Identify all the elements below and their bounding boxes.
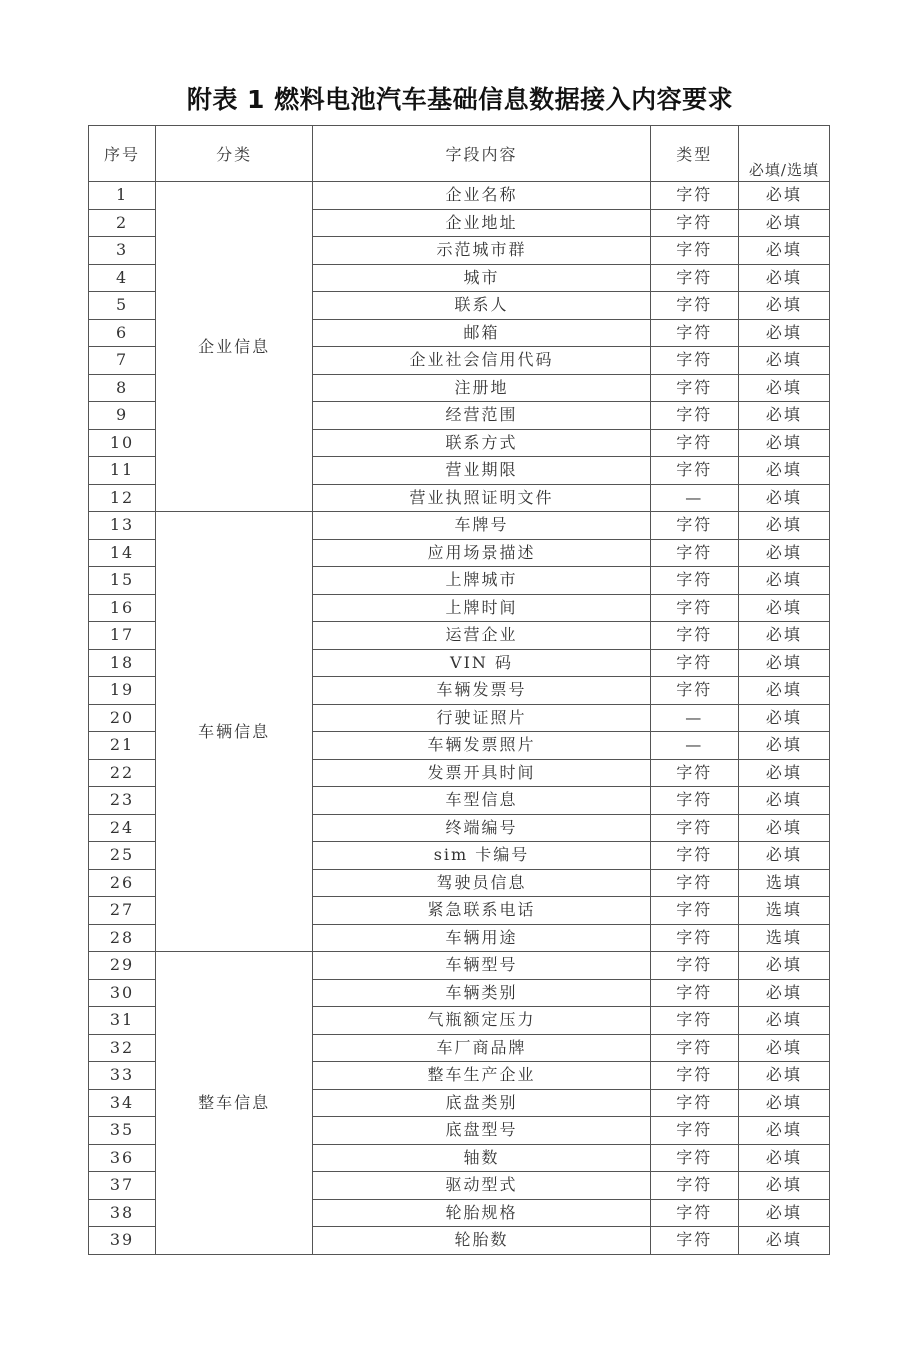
required-flag: 必填 [738, 1227, 829, 1255]
field-type: 字符 [650, 457, 738, 485]
header-index: 序号 [89, 126, 156, 182]
field-type: 字符 [650, 594, 738, 622]
row-index: 27 [89, 897, 156, 925]
required-flag: 必填 [738, 264, 829, 292]
field-type: 字符 [650, 649, 738, 677]
required-flag: 必填 [738, 402, 829, 430]
field-type: 字符 [650, 567, 738, 595]
required-flag: 必填 [738, 1007, 829, 1035]
row-index: 30 [89, 979, 156, 1007]
row-index: 12 [89, 484, 156, 512]
row-index: 16 [89, 594, 156, 622]
field-name: 紧急联系电话 [313, 897, 650, 925]
field-type: 字符 [650, 759, 738, 787]
row-index: 20 [89, 704, 156, 732]
required-flag: 必填 [738, 677, 829, 705]
table-row [89, 182, 830, 210]
table-row [89, 952, 830, 980]
category-cell: 整车信息 [156, 952, 313, 1255]
required-flag: 必填 [738, 567, 829, 595]
header-field: 字段内容 [313, 126, 650, 182]
field-type: 字符 [650, 1117, 738, 1145]
data-requirements-table [88, 125, 830, 1255]
header-required: 必填/选填 [738, 126, 829, 182]
row-index: 18 [89, 649, 156, 677]
field-name: 上牌城市 [313, 567, 650, 595]
field-type: — [650, 704, 738, 732]
field-type: 字符 [650, 979, 738, 1007]
required-flag: 选填 [738, 924, 829, 952]
required-flag: 必填 [738, 622, 829, 650]
row-index: 21 [89, 732, 156, 760]
required-flag: 必填 [738, 759, 829, 787]
field-type: 字符 [650, 1089, 738, 1117]
row-index: 39 [89, 1227, 156, 1255]
row-index: 13 [89, 512, 156, 540]
field-name: 底盘型号 [313, 1117, 650, 1145]
field-name: 车辆用途 [313, 924, 650, 952]
required-flag: 必填 [738, 594, 829, 622]
field-name: 注册地 [313, 374, 650, 402]
row-index: 35 [89, 1117, 156, 1145]
field-name: 轴数 [313, 1144, 650, 1172]
row-index: 5 [89, 292, 156, 320]
row-index: 28 [89, 924, 156, 952]
field-name: 企业社会信用代码 [313, 347, 650, 375]
field-type: 字符 [650, 402, 738, 430]
row-index: 32 [89, 1034, 156, 1062]
field-name: 示范城市群 [313, 237, 650, 265]
field-type: 字符 [650, 374, 738, 402]
field-type: 字符 [650, 869, 738, 897]
field-name: 车型信息 [313, 787, 650, 815]
field-type: 字符 [650, 1007, 738, 1035]
row-index: 25 [89, 842, 156, 870]
row-index: 23 [89, 787, 156, 815]
row-index: 3 [89, 237, 156, 265]
required-flag: 选填 [738, 897, 829, 925]
required-flag: 必填 [738, 814, 829, 842]
field-name: 邮箱 [313, 319, 650, 347]
field-type: 字符 [650, 897, 738, 925]
field-type: 字符 [650, 1227, 738, 1255]
field-type: — [650, 484, 738, 512]
row-index: 31 [89, 1007, 156, 1035]
header-category: 分类 [156, 126, 313, 182]
field-name: sim 卡编号 [313, 842, 650, 870]
required-flag: 必填 [738, 292, 829, 320]
field-name: 发票开具时间 [313, 759, 650, 787]
required-flag: 必填 [738, 704, 829, 732]
row-index: 4 [89, 264, 156, 292]
field-type: 字符 [650, 429, 738, 457]
field-type: 字符 [650, 952, 738, 980]
field-name: 车辆型号 [313, 952, 650, 980]
row-index: 11 [89, 457, 156, 485]
field-type: 字符 [650, 787, 738, 815]
required-flag: 必填 [738, 1172, 829, 1200]
document-title: 附表 1 燃料电池汽车基础信息数据接入内容要求 [186, 85, 734, 114]
category-cell: 车辆信息 [156, 512, 313, 952]
row-index: 22 [89, 759, 156, 787]
field-name: 底盘类别 [313, 1089, 650, 1117]
row-index: 33 [89, 1062, 156, 1090]
required-flag: 必填 [738, 347, 829, 375]
table-body [89, 182, 830, 1255]
required-flag: 必填 [738, 429, 829, 457]
field-name: 企业名称 [313, 182, 650, 210]
field-name: 终端编号 [313, 814, 650, 842]
row-index: 38 [89, 1199, 156, 1227]
row-index: 37 [89, 1172, 156, 1200]
field-name: 轮胎规格 [313, 1199, 650, 1227]
field-name: 整车生产企业 [313, 1062, 650, 1090]
field-type: 字符 [650, 842, 738, 870]
required-flag: 选填 [738, 869, 829, 897]
field-name: VIN 码 [313, 649, 650, 677]
row-index: 17 [89, 622, 156, 650]
field-name: 轮胎数 [313, 1227, 650, 1255]
field-type: 字符 [650, 924, 738, 952]
required-flag: 必填 [738, 1199, 829, 1227]
field-name: 车辆发票照片 [313, 732, 650, 760]
row-index: 24 [89, 814, 156, 842]
field-type: 字符 [650, 1062, 738, 1090]
field-name: 驾驶员信息 [313, 869, 650, 897]
required-flag: 必填 [738, 952, 829, 980]
required-flag: 必填 [738, 539, 829, 567]
required-flag: 必填 [738, 1144, 829, 1172]
table-row [89, 512, 830, 540]
field-name: 经营范围 [313, 402, 650, 430]
field-type: — [650, 732, 738, 760]
field-type: 字符 [650, 1199, 738, 1227]
field-name: 行驶证照片 [313, 704, 650, 732]
required-flag: 必填 [738, 649, 829, 677]
field-type: 字符 [650, 1172, 738, 1200]
field-type: 字符 [650, 1034, 738, 1062]
field-name: 气瓶额定压力 [313, 1007, 650, 1035]
required-flag: 必填 [738, 237, 829, 265]
field-name: 驱动型式 [313, 1172, 650, 1200]
required-flag: 必填 [738, 1034, 829, 1062]
required-flag: 必填 [738, 457, 829, 485]
row-index: 14 [89, 539, 156, 567]
field-name: 应用场景描述 [313, 539, 650, 567]
field-type: 字符 [650, 292, 738, 320]
field-name: 城市 [313, 264, 650, 292]
row-index: 8 [89, 374, 156, 402]
required-flag: 必填 [738, 732, 829, 760]
field-type: 字符 [650, 512, 738, 540]
field-name: 营业期限 [313, 457, 650, 485]
required-flag: 必填 [738, 374, 829, 402]
field-type: 字符 [650, 622, 738, 650]
row-index: 36 [89, 1144, 156, 1172]
row-index: 2 [89, 209, 156, 237]
field-name: 运营企业 [313, 622, 650, 650]
required-flag: 必填 [738, 484, 829, 512]
field-name: 营业执照证明文件 [313, 484, 650, 512]
field-name: 车辆发票号 [313, 677, 650, 705]
field-name: 车牌号 [313, 512, 650, 540]
header-type: 类型 [650, 126, 738, 182]
field-type: 字符 [650, 209, 738, 237]
field-type: 字符 [650, 182, 738, 210]
field-name: 企业地址 [313, 209, 650, 237]
field-name: 上牌时间 [313, 594, 650, 622]
row-index: 9 [89, 402, 156, 430]
row-index: 34 [89, 1089, 156, 1117]
field-type: 字符 [650, 347, 738, 375]
field-type: 字符 [650, 539, 738, 567]
field-name: 车辆类别 [313, 979, 650, 1007]
row-index: 15 [89, 567, 156, 595]
table-header-row [89, 126, 830, 182]
required-flag: 必填 [738, 842, 829, 870]
field-name: 联系人 [313, 292, 650, 320]
field-type: 字符 [650, 237, 738, 265]
field-type: 字符 [650, 264, 738, 292]
row-index: 1 [89, 182, 156, 210]
field-type: 字符 [650, 1144, 738, 1172]
required-flag: 必填 [738, 1062, 829, 1090]
required-flag: 必填 [738, 1117, 829, 1145]
field-type: 字符 [650, 814, 738, 842]
field-name: 联系方式 [313, 429, 650, 457]
row-index: 7 [89, 347, 156, 375]
required-flag: 必填 [738, 182, 829, 210]
field-type: 字符 [650, 319, 738, 347]
category-cell: 企业信息 [156, 182, 313, 512]
required-flag: 必填 [738, 787, 829, 815]
row-index: 26 [89, 869, 156, 897]
required-flag: 必填 [738, 979, 829, 1007]
field-name: 车厂商品牌 [313, 1034, 650, 1062]
required-flag: 必填 [738, 512, 829, 540]
required-flag: 必填 [738, 209, 829, 237]
row-index: 10 [89, 429, 156, 457]
row-index: 6 [89, 319, 156, 347]
row-index: 19 [89, 677, 156, 705]
row-index: 29 [89, 952, 156, 980]
required-flag: 必填 [738, 319, 829, 347]
field-type: 字符 [650, 677, 738, 705]
required-flag: 必填 [738, 1089, 829, 1117]
